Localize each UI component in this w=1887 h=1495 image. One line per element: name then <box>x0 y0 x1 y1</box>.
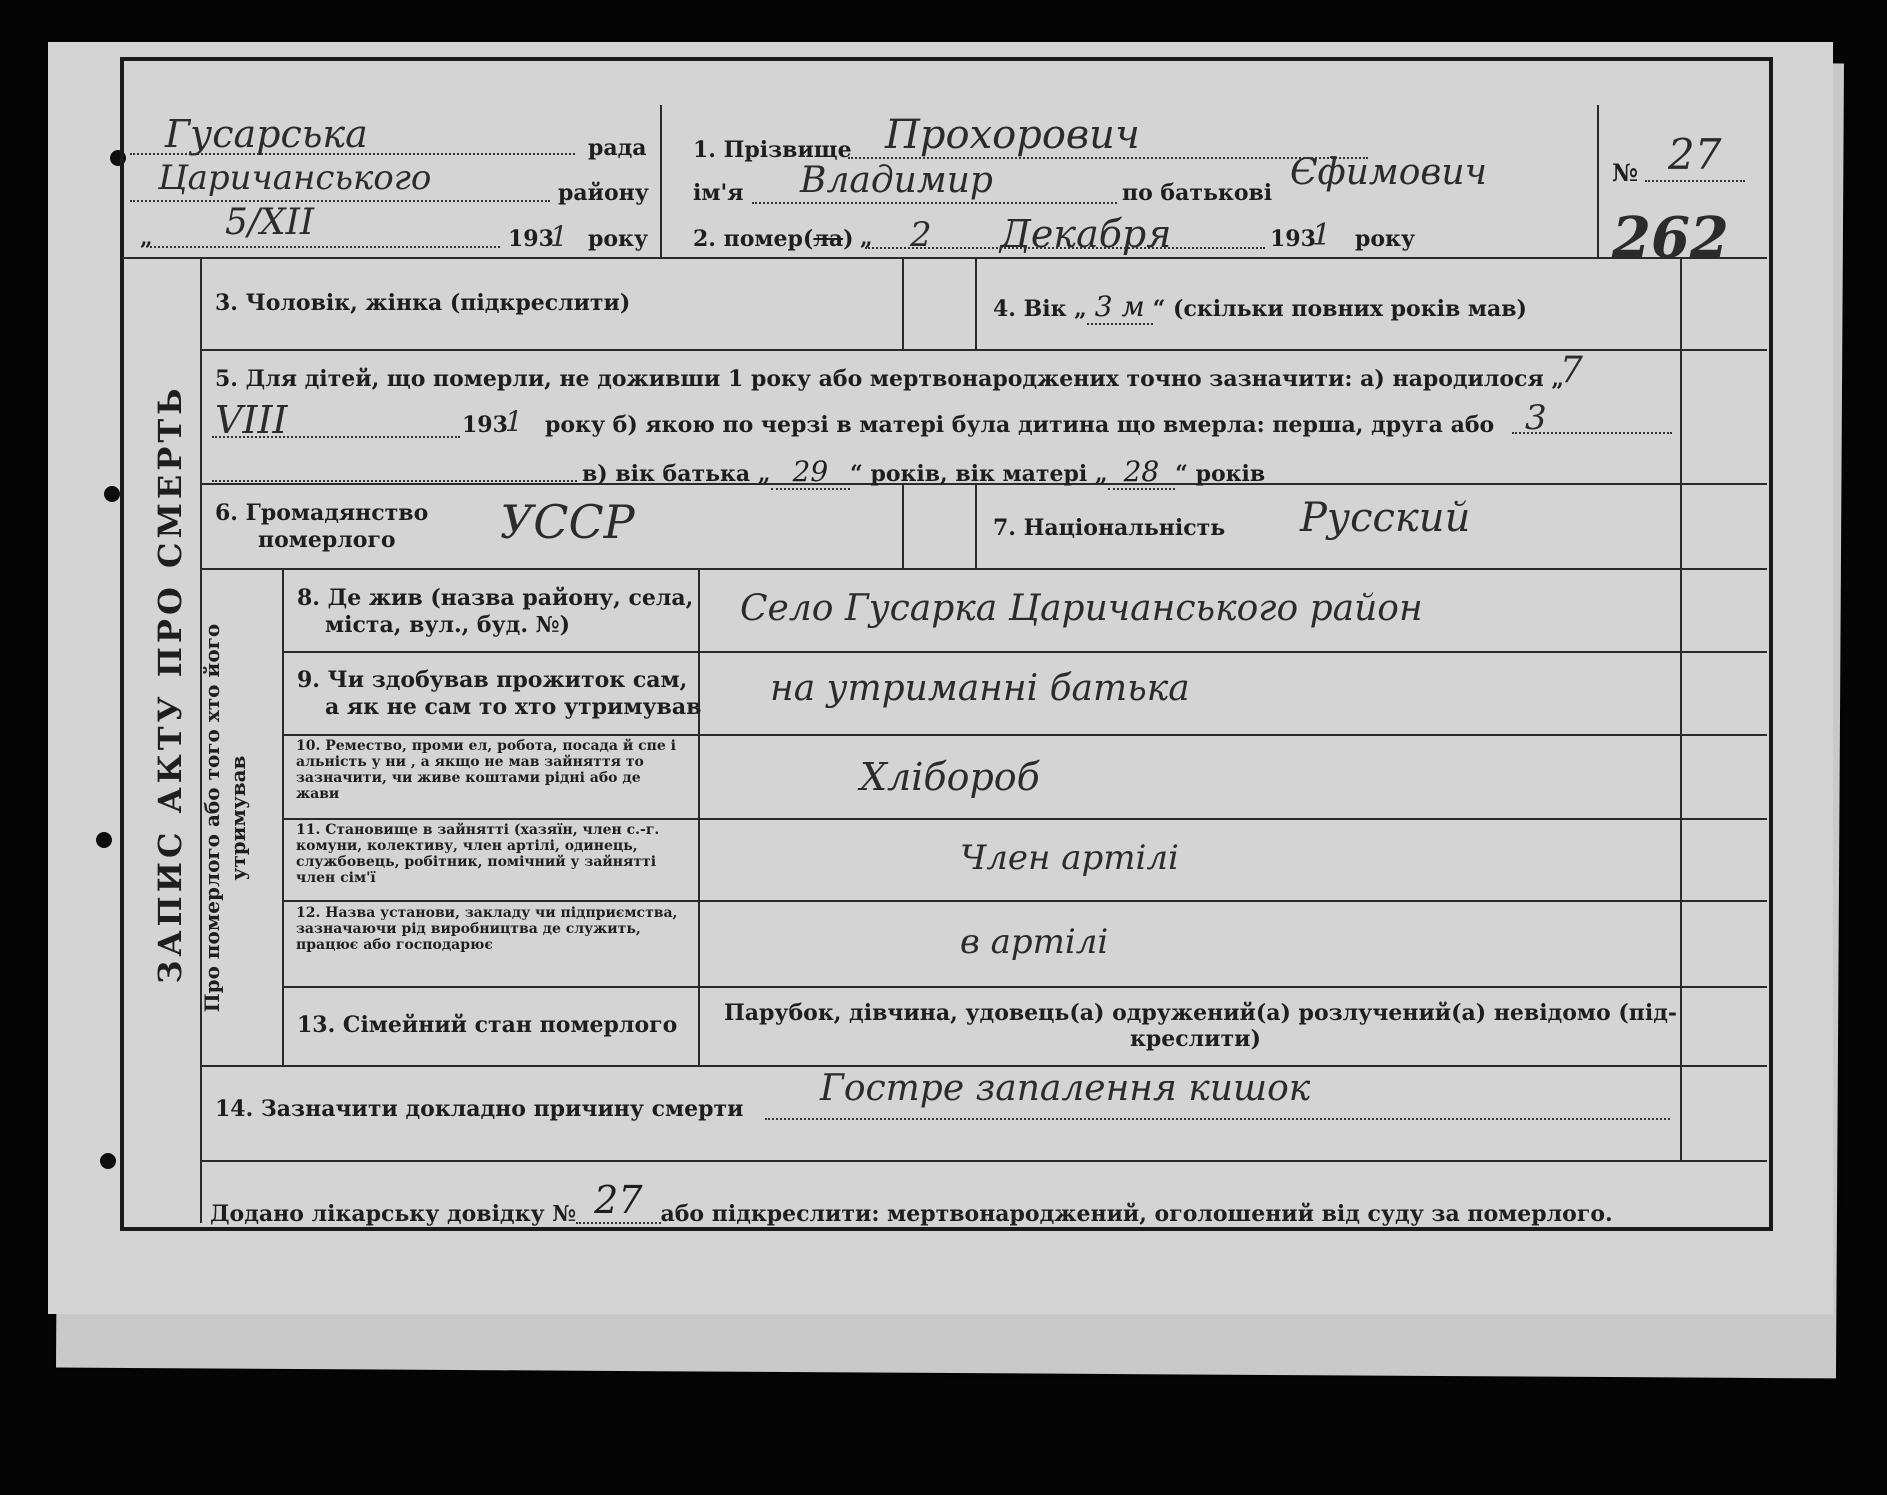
year-value: 1 <box>550 220 568 253</box>
year-label: 193 <box>1270 226 1316 252</box>
f8-value: Село Гусарка Царичанського район <box>740 588 1423 629</box>
f10-value: Хлібороб <box>860 755 1040 799</box>
surname-value: Прохорович <box>885 112 1140 158</box>
f5-year-value: 1 <box>505 405 523 438</box>
f6-label-a: 6. Громадянство <box>215 500 429 526</box>
name-value: Владимир <box>800 160 993 201</box>
punch-hole <box>104 486 120 502</box>
f12-label: 12. Назва установи, закладу чи підприємства, зазначаючи рід виробництва де служить, працює або господарює <box>296 905 678 953</box>
row-divider <box>282 818 1767 820</box>
f13-label: 13. Сімейний стан померлого <box>297 1012 678 1038</box>
rada-value: Гусарська <box>165 112 368 156</box>
date-prefix: „ <box>140 225 153 251</box>
f14-label: 14. Зазначити докладно причину смерти <box>215 1096 744 1122</box>
f9-label-b: а як не сам то хто утримував <box>325 694 702 720</box>
row-divider <box>200 568 1767 570</box>
f3-label: 3. Чоловік, жінка (підкреслити) <box>215 290 631 316</box>
death-day: 2 <box>910 215 932 255</box>
side-title: ЗАПИС АКТУ ПРО СМЕРТЬ <box>151 384 189 984</box>
day-quote: „ <box>860 225 873 251</box>
header-col-divider <box>660 105 662 257</box>
header-divider <box>122 257 1767 259</box>
f14-line <box>765 1118 1670 1120</box>
f5-line3: в) вік батька „ 29 “ років, вік матері „ 28 “ років <box>582 455 1266 488</box>
f8-label-a: 8. Де жив (назва району, села, <box>297 585 694 611</box>
row-divider <box>200 1160 1767 1162</box>
f5-year-label: 193 <box>462 412 508 438</box>
f6-label-b: померлого <box>258 527 396 553</box>
f14-value: Гостре запалення кишок <box>820 1068 1311 1109</box>
right-margin-line <box>1680 257 1682 1162</box>
row-col-divider <box>975 483 977 568</box>
f5-line1: 5. Для дітей, що померли, не доживши 1 року або мертвонароджених точно зазначити: а) народилося „ <box>215 366 1565 392</box>
date-line <box>150 246 500 248</box>
row-col-divider <box>975 257 977 349</box>
row-divider <box>282 900 1767 902</box>
row-divider <box>282 986 1767 988</box>
f11-label: 11. Становище в зайнятті (хазяїн, член с.-г. комуни, колективу, член артілі, одинець, службовець, робітник, помічний у зайнятті член сім'ї <box>296 822 660 886</box>
f7-label: 7. Національність <box>993 515 1226 541</box>
subsection-divider <box>282 568 284 1065</box>
f10-label: 10. Ремество, проми ел, робота, посада й спе і альність у ни , а якщо не мав зайняття то зазначити, чи живе коштами рідні або де жави <box>296 738 676 802</box>
row-divider <box>200 1065 1767 1067</box>
record-number-label: № <box>1612 158 1639 187</box>
death-month: Декабря <box>1000 212 1172 256</box>
record-line <box>1645 180 1745 182</box>
value-col-divider <box>698 568 700 1065</box>
row-col-divider <box>902 483 904 568</box>
f5-birth-line <box>212 436 460 438</box>
f5-birth-month: VIII <box>215 398 288 442</box>
record-number: 27 <box>1668 130 1722 179</box>
name-line <box>752 202 1117 204</box>
rayon-value: Царичанського <box>158 158 432 198</box>
form-frame <box>120 57 1773 1231</box>
died-label: 2. помер(ла) <box>693 226 854 252</box>
year-label: 193 <box>508 226 554 252</box>
row-divider <box>282 734 1767 736</box>
registration-date: 5/XII <box>225 202 315 243</box>
rada-label: рада <box>588 135 647 161</box>
f4-label: 4. Вік „ 3 м “ (скільки повних років мав) <box>993 290 1527 323</box>
footer-label: Додано лікарську довідку № 27 або підкреслити: мертвонароджений, оголошений від суду за померлого. <box>210 1178 1613 1227</box>
f5-birth-day: 7 <box>1560 350 1583 391</box>
f12-value: в артілі <box>960 922 1109 962</box>
archive-number: 262 <box>1612 205 1729 271</box>
f5-order-line <box>1512 432 1672 434</box>
date-line <box>865 247 1265 249</box>
f8-label-b: міста, вул., буд. №) <box>325 612 570 638</box>
patronymic-label: по батькові <box>1122 180 1273 206</box>
f9-value: на утриманні батька <box>770 668 1190 709</box>
header-col-divider <box>1597 105 1599 257</box>
patronymic-value: Єфимович <box>1290 152 1487 193</box>
roku-label: року <box>1355 226 1416 252</box>
row-divider <box>200 349 1767 351</box>
surname-label: 1. Прізвище <box>693 137 852 163</box>
f5-blank-line <box>212 480 577 482</box>
sub-side-title: Про померлого або того хто його утримував <box>200 623 250 1013</box>
rayon-line <box>130 200 550 202</box>
punch-hole <box>100 1153 116 1169</box>
f13-options-b: креслити) <box>1130 1026 1261 1052</box>
roku-label: року <box>588 226 649 252</box>
row-col-divider <box>902 257 904 349</box>
f13-options-a: Парубок, дівчина, удовець(а) одружений(а) розлучений(а) невідомо (під- <box>724 1000 1678 1026</box>
rada-line <box>130 153 575 155</box>
f9-label-a: 9. Чи здобував прожиток сам, <box>297 667 688 693</box>
f5-order-value: 3 <box>1525 398 1547 438</box>
f6-value: УССР <box>500 495 635 549</box>
name-label: ім'я <box>693 180 744 206</box>
rayon-label: району <box>558 180 649 206</box>
row-divider <box>282 651 1767 653</box>
punch-hole <box>96 832 112 848</box>
f7-value: Русский <box>1300 495 1471 541</box>
f5-line2: року б) якою по черзі в матері була дитина що вмерла: перша, друга або <box>545 412 1495 438</box>
year-value: 1 <box>1312 218 1332 253</box>
f11-value: Член артілі <box>960 838 1179 878</box>
